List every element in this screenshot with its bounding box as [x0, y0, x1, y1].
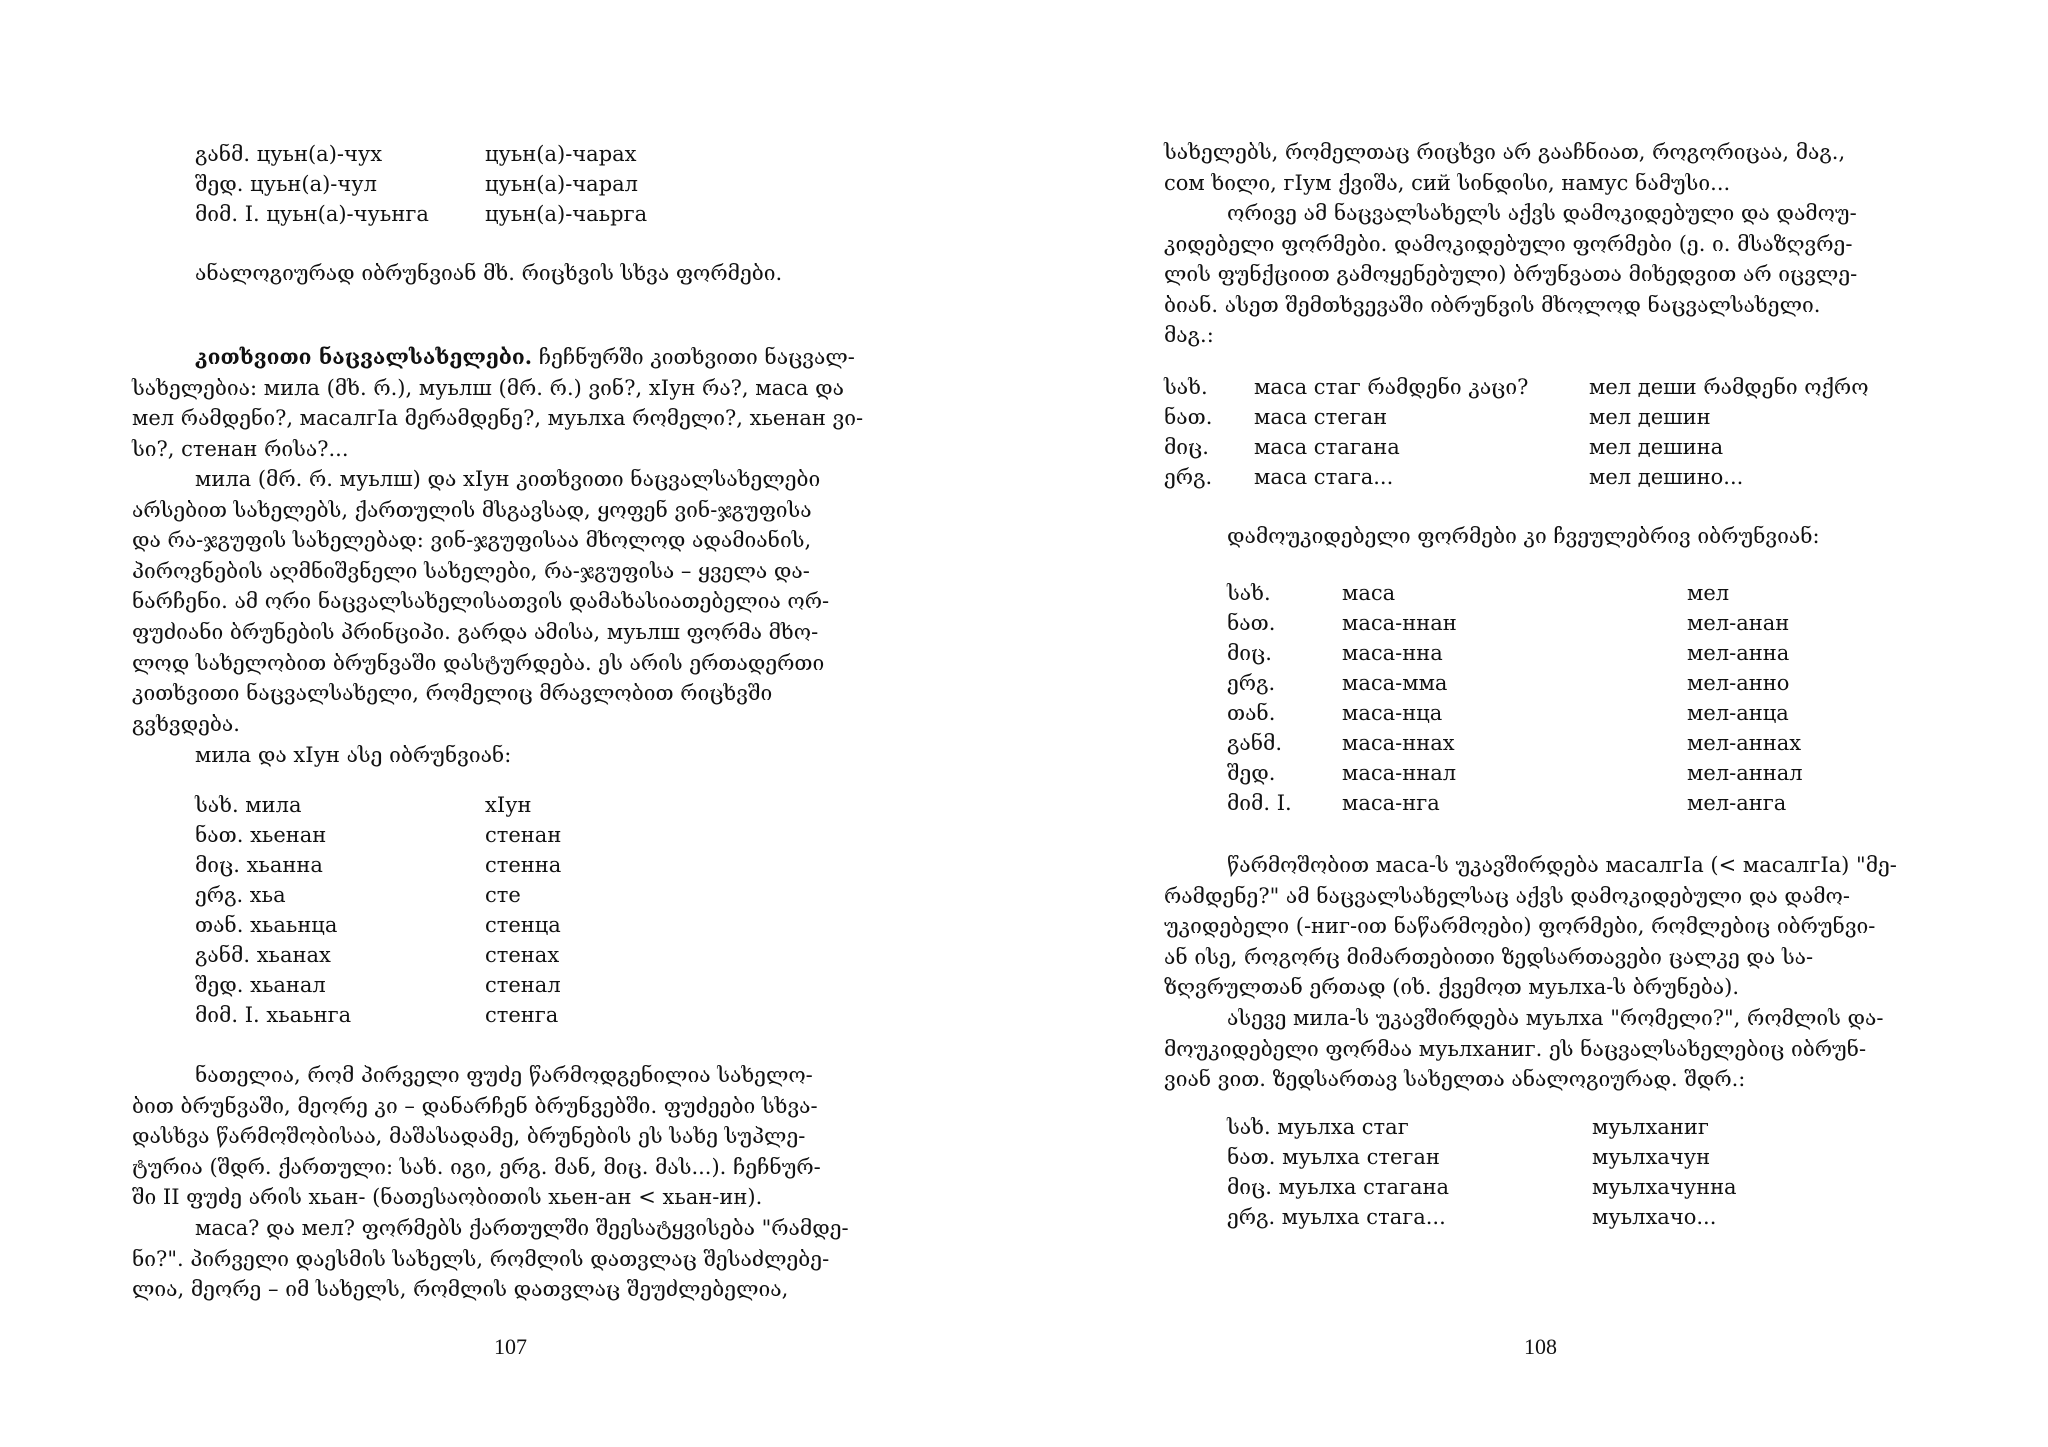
- page-number: 108: [1524, 1334, 1557, 1359]
- paragraph-dependent-forms: ორივე ამ ნაცვალსახელს აქვს დამოკიდებული და დამოუ- კიდებელი ფორმები. დამოკიდებული ფორმები (ე. ი. მსაზღვრე- ლის ფუნქციით გამოყენებული) ბრუნვათა მიხედვით არ იცვლე- ბიან. ასეთ შემთხვევაში იბრუნვის მხოლოდ ნაცვალსახელი. მაგ.:: [1164, 201, 1858, 348]
- paragraph-continuation: სახელებს, რომელთაც რიცხვი არ გააჩნიათ, როგორიცაა, მაგ., сом ხილი, гIум ქვიშა, сий სინდისი, намус ნამუსი...: [1164, 140, 1846, 195]
- right-page: სახელებს, რომელთაც რიცხვი არ გააჩნიათ, როგორიცაა, მაგ., сом ხილი, гIум ქვიშა, сий სინდისი, намус ნამუსი... ორივე ამ ნაცვალსახელს აქვს დამოკიდებული და დამოუ- კიდებელი ფორმები. დამოკიდებული ფორმები (ე. ი. მსაზღვრე- ლის ფუნქციით გამოყენებული) ბრუნვათა მიხედვით არ იცვლე- ბიან. ასეთ შემთხვევაში იბრუნვის მხოლოდ ნაცვალსახელი. მაგ.: სახ. маса стаг რამდენი კაცი? мел деши რამდენი ოქრო ნათ. маса стеган мел дешин მიც. маса стагана мел дешина ერგ. маса стага... мел дешино... დამოუკიდებელი ფორმები კი ჩვეულებრივ იბრუნვიან: სახ. маса мел ნათ. маса-ннан мел-анан მიც. маса-нна мел-анна ერგ. маса-мма мел-анно თან. маса-нца мел-анца განმ. маса-ннах мел-аннах შედ. маса-ннал мел-аннал მიმ. I. маса-нга мел-анга წარმოშობით маса-ს უკავშირდება масалгIа (< масалгIа) "მე- რამდენე?" ამ ნაცვალსახელსაც აქვს დამოკიდებული და დამო- უკიდებელი (-ниг-ით ნაწარმოები) ფორმები, რომლებიც იბრუნვი- ან ისე, როგორც მიმართებითი ზედსართავები ცალკე და სა- ზღვრულთან ერთად (იხ. ქვემოთ муьлха-ს ბრუნება). ასევე мила-ს უკავშირდება муьлха "რომელი?", რომლის და- მოუკიდებელი ფორმაა муьлханиг. ეს ნაცვალსახელებიც იბრუნ- ვიან ვით. ზედსართავ სახელთა ანალოგიურად. შდრ.: სახ. муьлха стаг муьлханиг ნათ. муьлха стеган муьлхачун მიც. муьлха стагана муьлхачунна ერგ. муьлха стага... муьлхачо... 108: [1024, 0, 2048, 1447]
- paragraph-muylha: ასევე мила-ს უკავშირდება муьлха "რომელი?", რომლის და- მოუკიდებელი ფორმაა муьлханиг. ეს ნაცვალსახელებიც იბრუნ- ვიან ვით. ზედსართავ სახელთა ანალოგიურად. შდრ.:: [1164, 1006, 1884, 1092]
- paragraph-suppletion: ნათელია, რომ პირველი ფუძე წარმოდგენილია სახელო- ბით ბრუნვაში, მეორე კი – დანარჩენ ბრუნვებში. ფუძეები სხვა- დასხვა წარმოშობისაა, მაშასადამე, ბრუნების ეს სახე სუპლე- ტურია (შდრ. ქართული: სახ. იგი, ერგ. მან, მიც. მას...). ჩეჩნურ- ში II ფუძე არის хьан- (ნათესაობითის хьен-ан < хьан-ин).: [132, 1063, 821, 1210]
- page-number: 107: [494, 1334, 527, 1359]
- paragraph-interrogative-pronouns: კითხვითი ნაცვალსახელები. ჩეჩნურში კითხვითი ნაცვალ- სახელებია: мила (მხ. რ.), муьлш (მრ. რ.) ვინ?, хIун რა?, маса და мел რამდენი?, масалгIа მერამდენე?, муьлха რომელი?, хьенан ვი- სი?, стенан რისა?...: [132, 344, 864, 461]
- paragraph-mila-hiun: мила (მრ. რ. муьлш) და хIун კითხვითი ნაცვალსახელები არსებით სახელებს, ქართულის მსგავსად, ყოფენ ვინ-ჯგუფისა და რა-ჯგუფის სახელებად: ვინ-ჯგუფისაა მხოლოდ ადამიანის, პიროვნების აღმნიშვნელი სახელები, რა-ჯგუფისა – ყველა და- ნარჩენი. ამ ორი ნაცვალსახელისათვის დამახასიათებელია ორ- ფუძიანი ბრუნების პრინციპი. გარდა ამისა, муьлш ფორმა მხო- ლოდ სახელობით ბრუნვაში დასტურდება. ეს არის ერთადერთი კითხვითი ნაცვალსახელი, რომელიც მრავლობით რიცხვში გვხვდება.: [132, 467, 830, 736]
- analogy-sentence: ანალოგიურად იბრუნვიან მხ. რიცხვის სხვა ფორმები.: [195, 261, 783, 285]
- left-page: განმ. цуьн(а)-чух цуьн(а)-чарах შედ. цуьн(а)-чул цуьн(а)-чарал მიმ. I. цуьн(а)-чуьнга цуьн(а)-чаьрга ანალოგიურად იბრუნვიან მხ. რიცხვის სხვა ფორმები. კითხვითი ნაცვალსახელები. ჩეჩნურში კითხვითი ნაცვალ- სახელებია: мила (მხ. რ.), муьлш (მრ. რ.) ვინ?, хIун რა?, маса და мел რამდენი?, масалгIа მერამდენე?, муьлха რომელი?, хьенан ვი- სი?, стенан რისა?... мила (მრ. რ. муьлш) და хIун კითხვითი ნაცვალსახელები არსებით სახელებს, ქართულის მსგავსად, ყოფენ ვინ-ჯგუფისა და რა-ჯგუფის სახელებად: ვინ-ჯგუფისაა მხოლოდ ადამიანის, პიროვნების აღმნიშვნელი სახელები, რა-ჯგუფისა – ყველა და- ნარჩენი. ამ ორი ნაცვალსახელისათვის დამახასიათებელია ორ- ფუძიანი ბრუნების პრინციპი. გარდა ამისა, муьлш ფორმა მხო- ლოდ სახელობით ბრუნვაში დასტურდება. ეს არის ერთადერთი კითხვითი ნაცვალსახელი, რომელიც მრავლობით რიცხვში გვხვდება. мила და хIун ასე იბრუნვიან: სახ. мила хIун ნათ. хьенан стенан მიც. хьанна стенна ერგ. хьа сте თან. хьаьнца стенца განმ. хьанах стенах შედ. хьанал стенал მიმ. I. хьаьнга стенга ნათელია, რომ პირველი ფუძე წარმოდგენილია სახელო- ბით ბრუნვაში, მეორე კი – დანარჩენ ბრუნვებში. ფუძეები სხვა- დასხვა წარმოშობისაა, მაშასადამე, ბრუნების ეს სახე სუპლე- ტურია (შდრ. ქართული: სახ. იგი, ერგ. მან, მიც. მას...). ჩეჩნურ- ში II ფუძე არის хьан- (ნათესაობითის хьен-ан < хьан-ин). маса? და мел? ფორმებს ქართულში შეესატყვისება "რამდე- ნი?". პირველი დაესმის სახელს, რომლის დათვლაც შესაძლებე- ლია, მეორე – იმ სახელს, რომლის დათვლაც შეუძლებელია, 107: [132, 142, 864, 1359]
- declension-intro: мила და хIун ასე იბრუნვიან:: [195, 743, 512, 767]
- section-heading: კითხვითი ნაცვალსახელები.: [195, 344, 533, 369]
- paragraph-masalgia: წარმოშობით маса-ს უკავშირდება масалгIа (< масалгIа) "მე- რამდენე?" ამ ნაცვალსახელსაც აქვს დამოკიდებული და დამო- უკიდებელი (-ниг-ით ნაწარმოები) ფორმები, რომლებიც იბრუნვი- ან ისე, როგორც მიმართებითი ზედსართავები ცალკე და სა- ზღვრულთან ერთად (იხ. ქვემოთ муьлха-ს ბრუნება).: [1164, 853, 1897, 1000]
- paragraph-masa-mel: маса? და мел? ფორმებს ქართულში შეესატყვისება "რამდე- ნი?". პირველი დაესმის სახელს, რომლის დათვლაც შესაძლებე- ლია, მეორე – იმ სახელს, რომლის დათვლაც შეუძლებელია,: [132, 1216, 849, 1302]
- independent-forms-intro: დამოუკიდებელი ფორმები კი ჩვეულებრივ იბრუნვიან:: [1227, 524, 1820, 548]
- paragraph-line: კითხვითი ნაცვალსახელები. ჩეჩნურში კითხვითი ნაცვალ-: [195, 344, 855, 369]
